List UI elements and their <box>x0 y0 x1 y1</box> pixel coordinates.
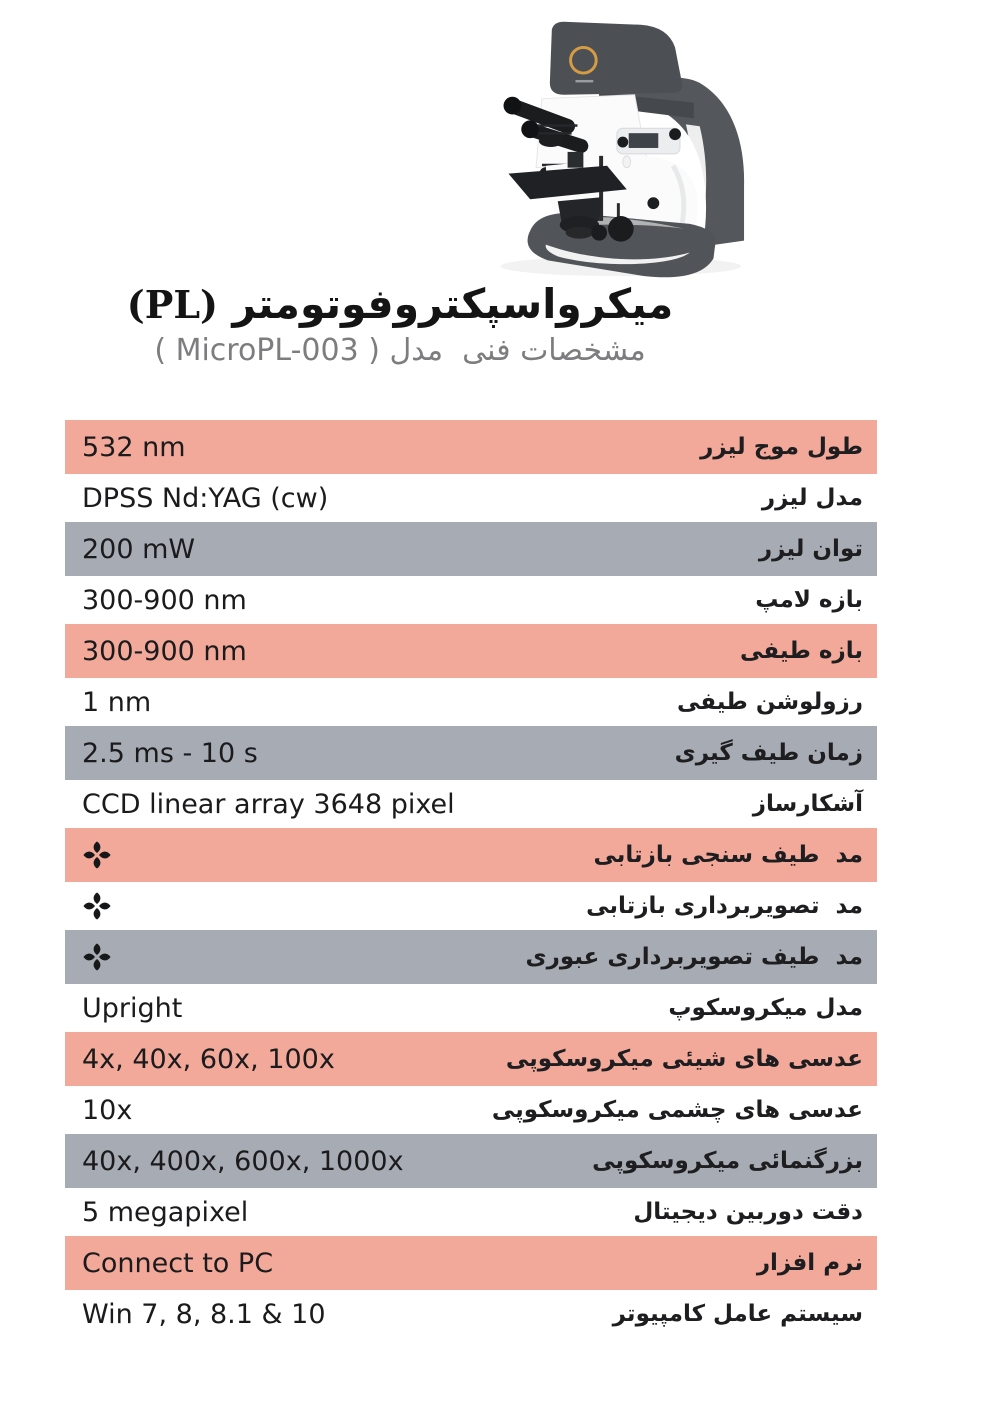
spec-label: بزرگنمائی میکروسکوپی <box>592 1148 863 1174</box>
spec-value <box>65 636 247 667</box>
spec-value-text: 532 nm <box>82 431 186 463</box>
spec-row <box>65 1290 877 1338</box>
page-title-fa: میکرواسپکتروفوتومتر <box>232 280 674 328</box>
spec-label: زمان طیف گیری <box>674 740 863 766</box>
spec-value <box>65 534 195 565</box>
spec-label: آشکارساز <box>752 791 863 817</box>
spec-row <box>65 1032 877 1086</box>
spec-label: مدل لیزر <box>761 485 863 511</box>
spec-row <box>65 1086 877 1134</box>
spec-label: بازه لامپ <box>755 587 863 613</box>
feature-check-icon <box>82 891 112 921</box>
spec-row <box>65 522 877 576</box>
spec-value <box>65 738 258 769</box>
spec-label: مد طیف تصویربرداری عبوری <box>525 944 863 970</box>
spec-label: طول موج لیزر <box>700 434 863 460</box>
spec-value <box>65 1248 273 1279</box>
spec-value-text: 4x, 40x, 60x, 100x <box>82 1043 335 1075</box>
spec-value-text: DPSS Nd:YAG (cw) <box>82 482 329 514</box>
spec-label: سیستم عامل کامپیوتر <box>612 1301 863 1327</box>
spec-label: مد طیف سنجی بازتابی <box>593 842 863 868</box>
spec-value-text: CCD linear array 3648 pixel <box>82 788 455 820</box>
spec-value <box>65 687 151 718</box>
spec-value-text: 40x, 400x, 600x, 1000x <box>82 1145 404 1177</box>
spec-value <box>65 1095 132 1126</box>
spec-label: مد تصویربرداری بازتابی <box>586 893 863 919</box>
spec-value <box>65 1044 335 1075</box>
microscope-illustration <box>450 8 768 284</box>
spec-label: عدسی های چشمی میکروسکوپی <box>491 1097 863 1123</box>
spec-value-text: 2.5 ms - 10 s <box>82 737 258 769</box>
spec-value <box>65 993 182 1024</box>
spec-row <box>65 828 877 882</box>
spec-row <box>65 882 877 930</box>
page-title <box>20 280 780 329</box>
spec-label: عدسی های شیئی میکروسکوپی <box>505 1046 863 1072</box>
spec-row <box>65 1188 877 1236</box>
spec-row <box>65 678 877 726</box>
spec-row <box>65 780 877 828</box>
spec-row <box>65 984 877 1032</box>
spec-value <box>65 1197 248 1228</box>
spec-row <box>65 930 877 984</box>
spec-value <box>65 1146 404 1177</box>
spec-value <box>65 789 455 820</box>
spec-label: رزولوشن طیفی <box>676 689 863 715</box>
microscope-image <box>450 8 768 284</box>
spec-value-text: 1 nm <box>82 686 152 718</box>
spec-label: نرم افزار <box>756 1250 863 1276</box>
spec-value-text: Upright <box>82 992 183 1024</box>
spec-label: توان لیزر <box>758 536 863 562</box>
spec-value <box>65 942 120 972</box>
spec-value <box>65 891 120 921</box>
page-subtitle: مشخصات فنی مدل ( MicroPL-003 ) <box>154 333 646 369</box>
spec-value <box>65 840 120 870</box>
spec-value-text: 300-900 nm <box>82 635 247 667</box>
spec-label: مدل میکروسکوپ <box>668 995 863 1021</box>
spec-value-text: 5 megapixel <box>82 1196 249 1228</box>
spec-row <box>65 1236 877 1290</box>
spec-row <box>65 474 877 522</box>
spec-value-text: Connect to PC <box>82 1247 274 1279</box>
spec-row <box>65 726 877 780</box>
feature-check-icon <box>82 942 112 972</box>
spec-value <box>65 585 247 616</box>
spec-value-text: 10x <box>82 1094 133 1126</box>
spec-label: دقت دوربین دیجیتال <box>633 1199 863 1225</box>
spec-value <box>65 432 186 463</box>
spec-value-text: 200 mW <box>82 533 196 565</box>
title-block <box>20 280 780 368</box>
spec-label: بازه طیفی <box>740 638 863 664</box>
spec-value-text: Win 7, 8, 8.1 & 10 <box>82 1298 326 1330</box>
spec-row <box>65 420 877 474</box>
feature-check-icon <box>82 840 112 870</box>
spec-table <box>65 420 877 1338</box>
spec-value <box>65 1299 326 1330</box>
spec-row <box>65 576 877 624</box>
spec-value-text: 300-900 nm <box>82 584 247 616</box>
spec-row <box>65 1134 877 1188</box>
spec-row <box>65 624 877 678</box>
page-title-en: (PL) <box>126 282 219 327</box>
spec-value <box>65 483 328 514</box>
